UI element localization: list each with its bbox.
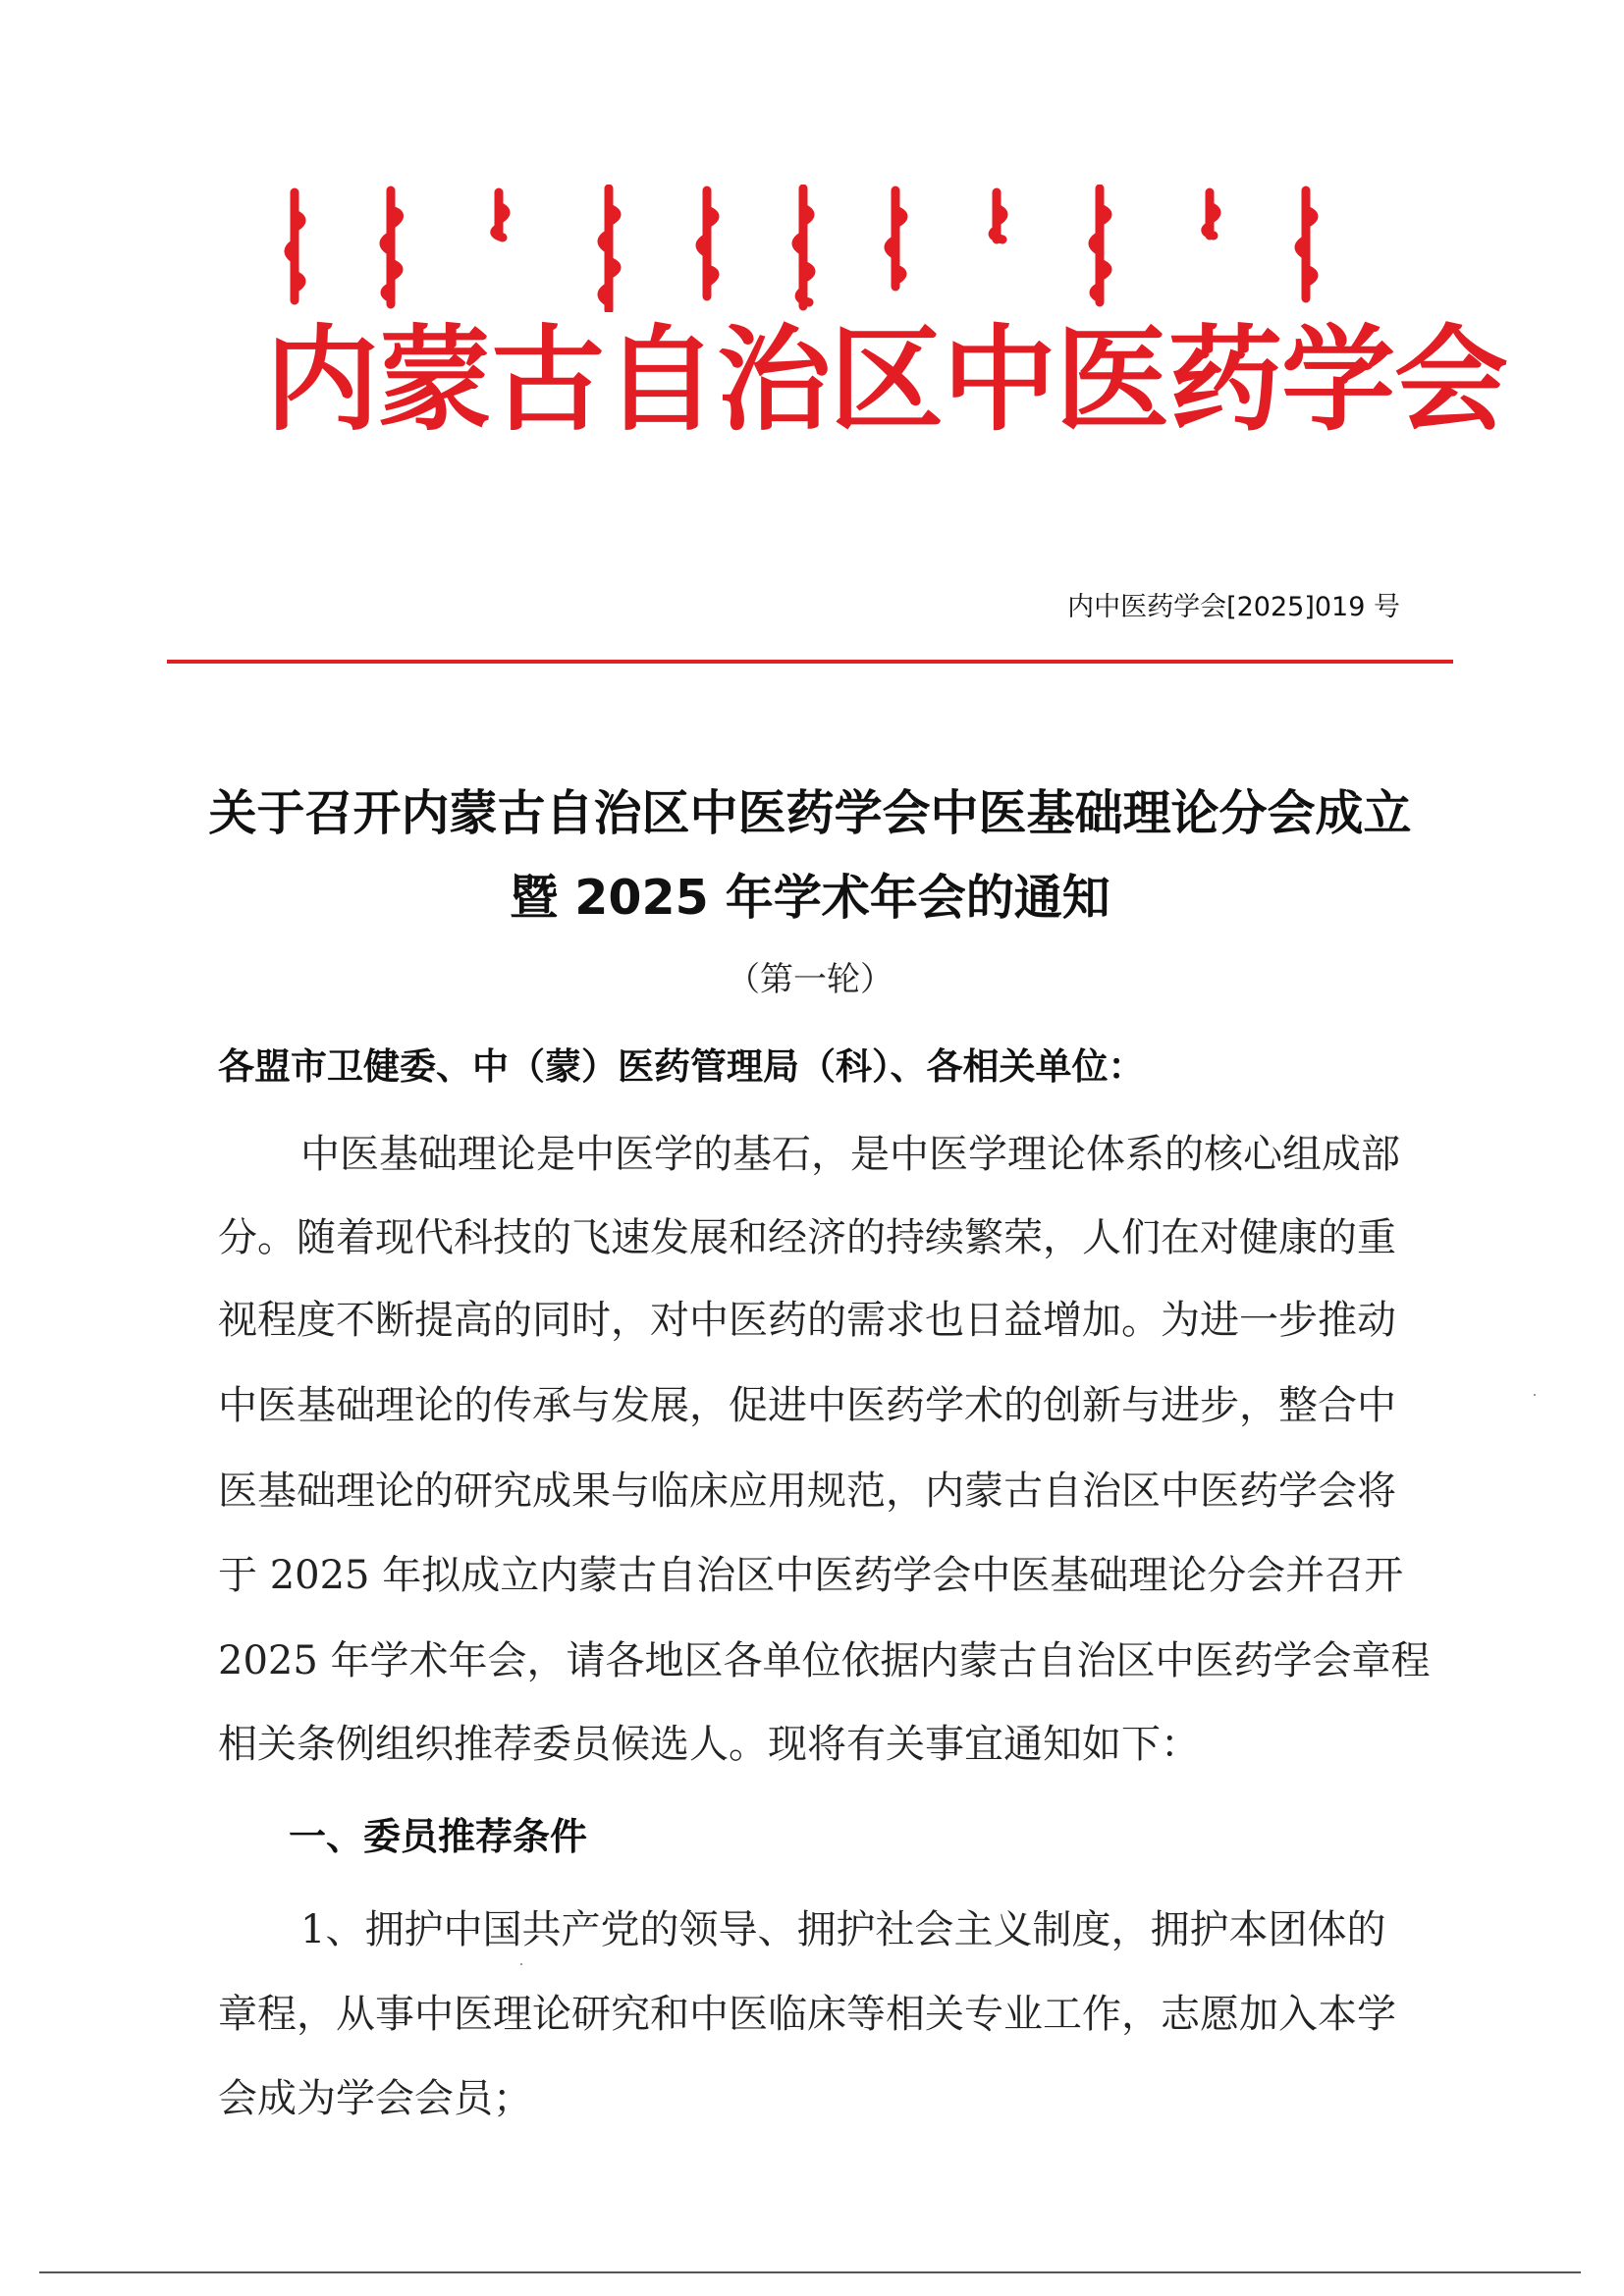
notice-title-line-2: 暨 2025 年学术年会的通知 bbox=[510, 870, 1110, 926]
scan-speck bbox=[1534, 1394, 1536, 1396]
body-line: 医基础理论的研究成果与临床应用规范，内蒙古自治区中医药学会将 bbox=[218, 1468, 1396, 1514]
notice-round: （第一轮） bbox=[727, 960, 893, 999]
body-line: 中医基础理论的传承与发展，促进中医药学术的创新与进步，整合中 bbox=[218, 1383, 1396, 1428]
list-item-line: 会成为学会会员； bbox=[218, 2076, 532, 2121]
list-item-line: 1、拥护中国共产党的领导、拥护社会主义制度，拥护本团体的 bbox=[300, 1907, 1386, 1952]
letterhead-red-divider bbox=[167, 660, 1453, 664]
body-line: 中医基础理论是中医学的基石，是中医学理论体系的核心组成部 bbox=[300, 1132, 1400, 1177]
org-name-letterhead: 内蒙古自治区中医药学会 bbox=[265, 314, 1507, 447]
notice-title-line-1: 关于召开内蒙古自治区中医药学会中医基础理论分会成立 bbox=[208, 785, 1412, 841]
scan-speck bbox=[520, 1963, 522, 1965]
salutation: 各盟市卫健委、中（蒙）医药管理局（科）、各相关单位： bbox=[218, 1045, 1145, 1088]
mongolian-script-logo bbox=[275, 185, 1335, 312]
document-number: 内中医药学会[2025]019 号 bbox=[1067, 592, 1400, 622]
body-line: 于 2025 年拟成立内蒙古自治区中医药学会中医基础理论分会并召开 bbox=[218, 1553, 1404, 1598]
body-line: 2025 年学术年会，请各地区各单位依据内蒙古自治区中医药学会章程 bbox=[218, 1638, 1431, 1683]
body-line: 分。随着现代科技的飞速发展和经济的持续繁荣，人们在对健康的重 bbox=[218, 1215, 1396, 1260]
page-bottom-rule bbox=[39, 2271, 1581, 2273]
list-item-line: 章程，从事中医理论研究和中医临床等相关专业工作，志愿加入本学 bbox=[218, 1992, 1396, 2037]
section-heading: 一、委员推荐条件 bbox=[289, 1815, 588, 1858]
body-line: 相关条例组织推荐委员候选人。现将有关事宜通知如下： bbox=[218, 1722, 1200, 1767]
body-line: 视程度不断提高的同时，对中医药的需求也日益增加。为进一步推动 bbox=[218, 1298, 1396, 1343]
